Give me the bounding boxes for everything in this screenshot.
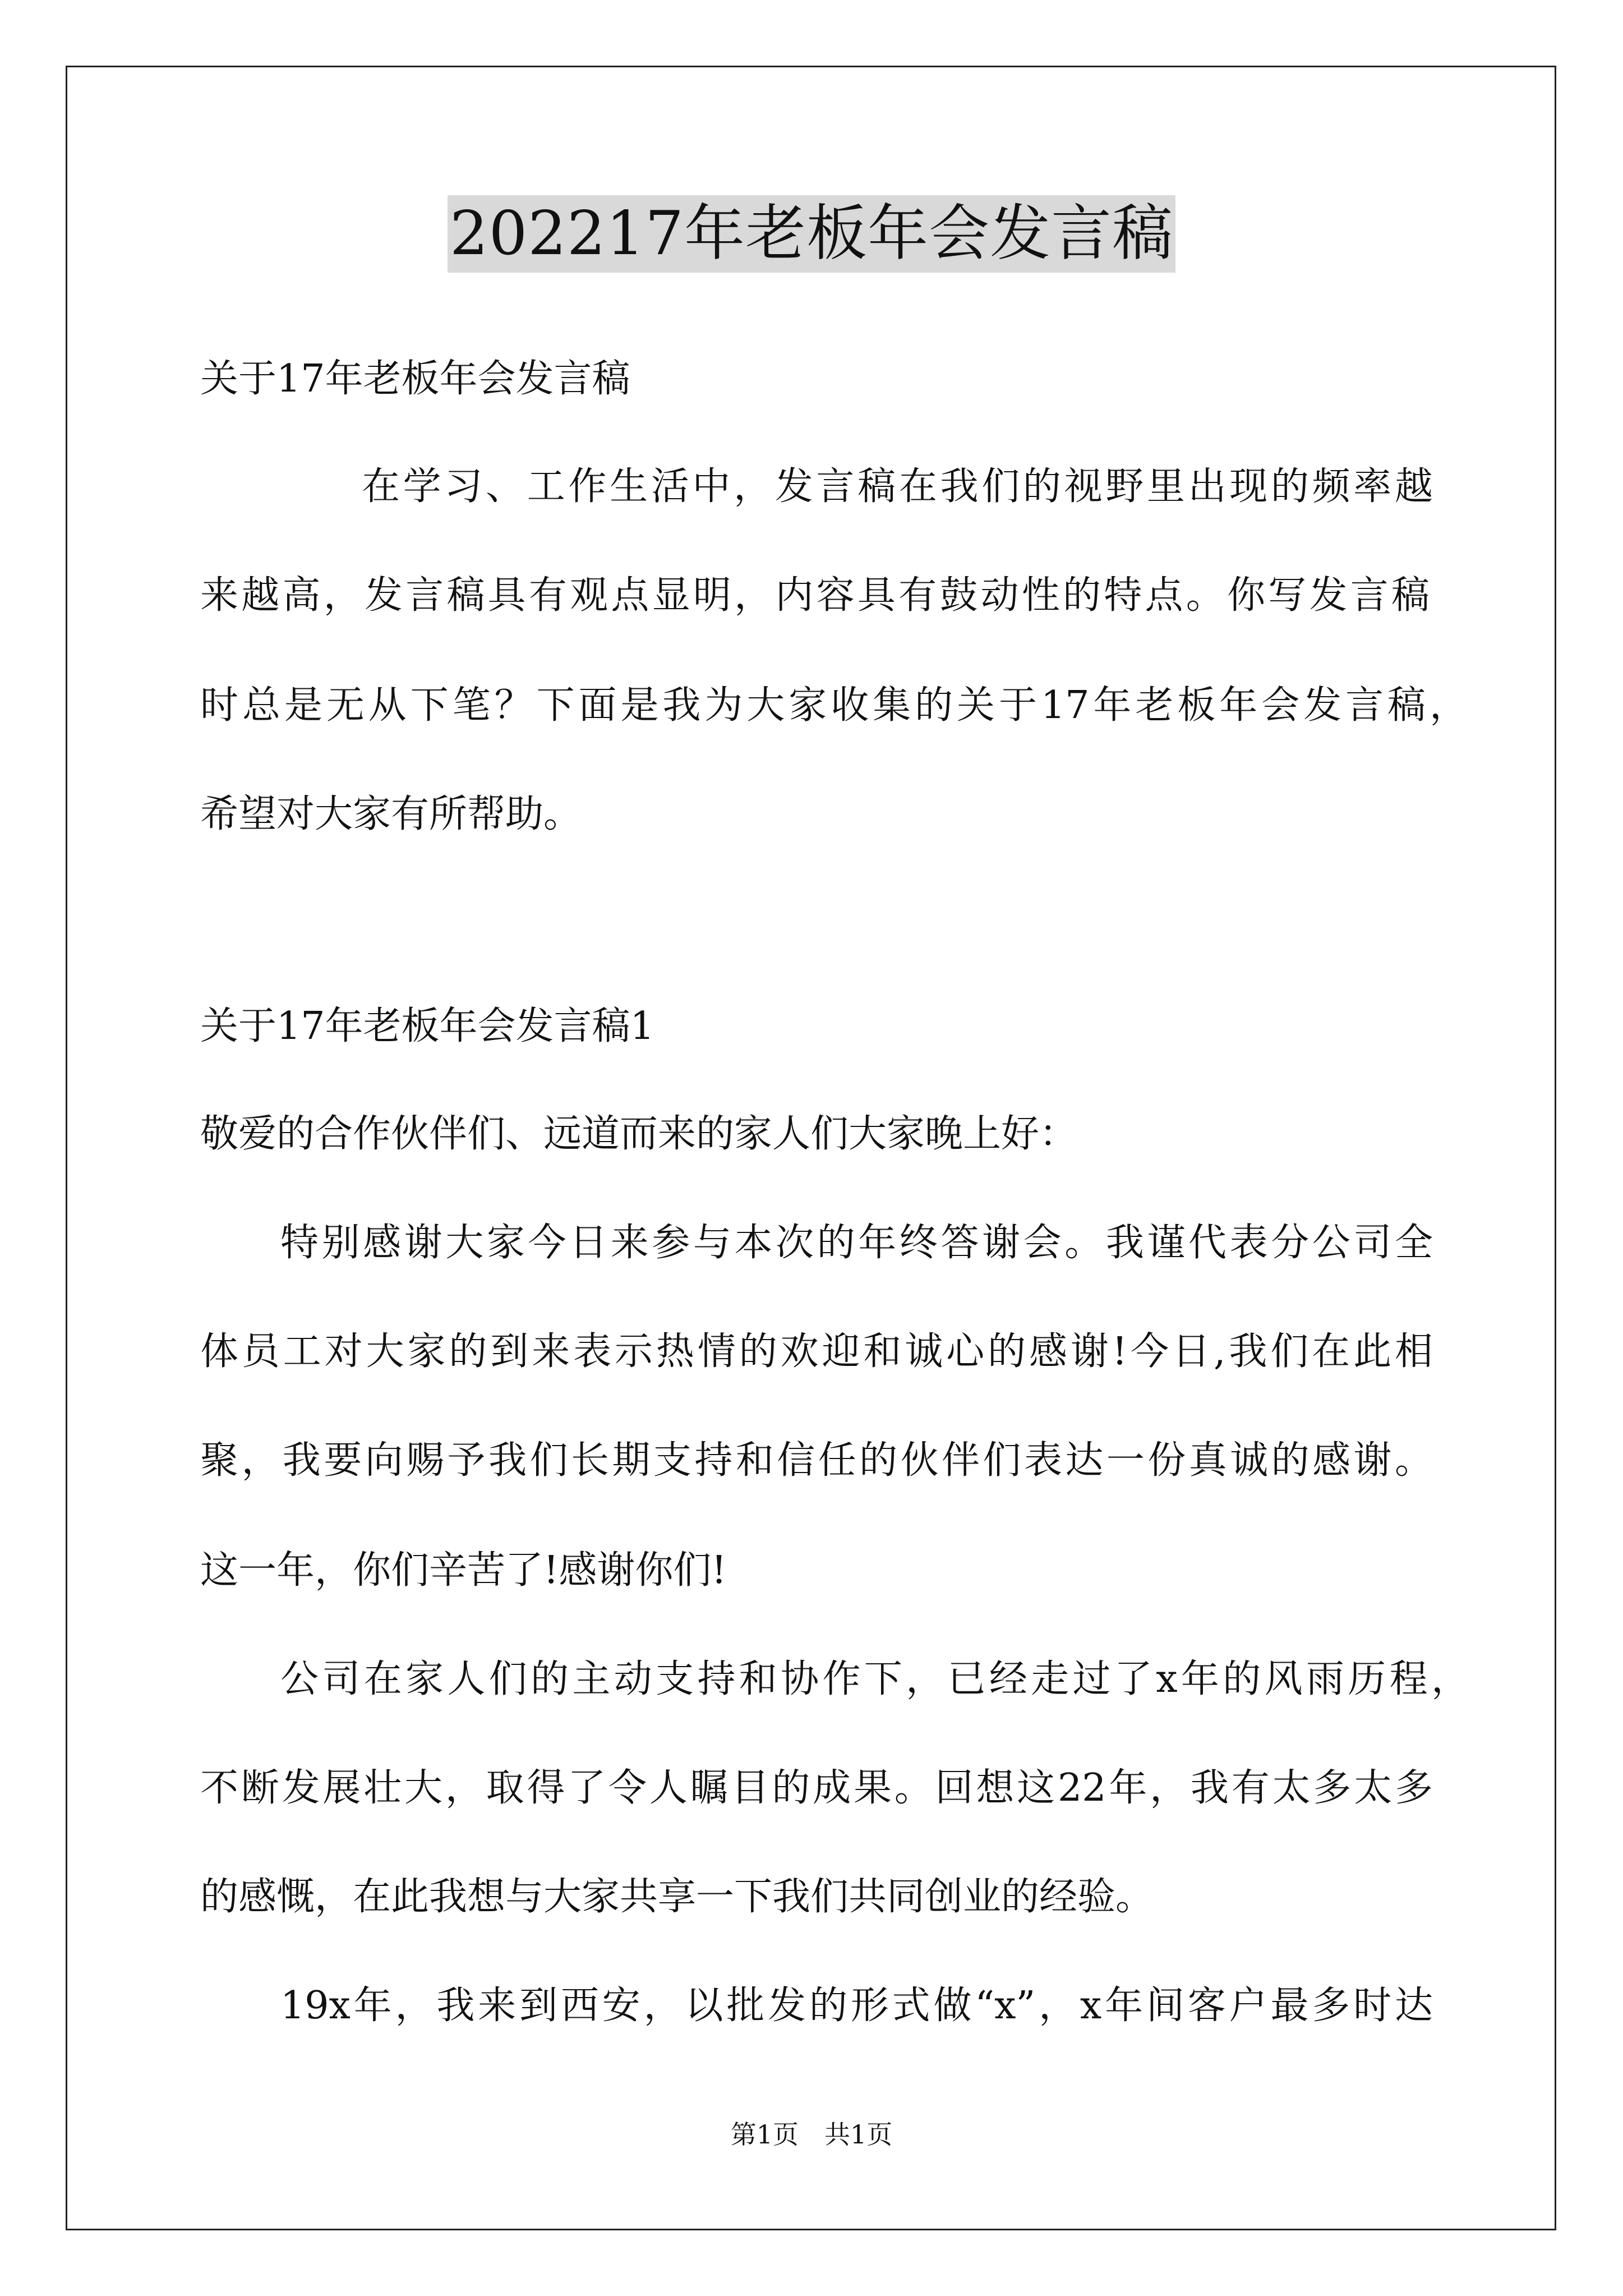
- paragraph-line: 不断发展壮大，取得了令人瞩目的成果。回想这22年，我有太多太多: [200, 1766, 1433, 1810]
- paragraph-line: 的感慨，在此我想与大家共享一下我们共同创业的经验。: [200, 1875, 1154, 1919]
- paragraph-line: 来越高，发言稿具有观点显明，内容具有鼓动性的特点。你写发言稿: [200, 573, 1430, 618]
- paragraph-line: 这一年，你们辛苦了!感谢你们!: [200, 1548, 727, 1593]
- section-heading: 关于17年老板年会发言稿: [200, 357, 630, 401]
- paragraph-line: 聚，我要向赐予我们长期支持和信任的伙伴们表达一份真诚的感谢。: [200, 1438, 1433, 1483]
- paragraph-line: 特别感谢大家今日来参与本次的年终答谢会。我谨代表分公司全: [280, 1221, 1433, 1265]
- paragraph-line: 在学习、工作生活中，发言稿在我们的视野里出现的频率越: [362, 464, 1433, 509]
- page-footer: 第1页 共1页: [730, 2119, 893, 2150]
- paragraph-line: 公司在家人们的主动支持和协作下，已经走过了x年的风雨历程，: [280, 1657, 1469, 1701]
- title-container: [0, 195, 1623, 273]
- paragraph-line: 体员工对大家的到来表示热情的欢迎和诚心的感谢!今日,我们在此相: [200, 1329, 1433, 1374]
- paragraph-line: 希望对大家有所帮助。: [200, 792, 582, 836]
- paragraph-line: 19x年，我来到西安，以批发的形式做“x”，x年间客户最多时达: [280, 1984, 1433, 2028]
- paragraph-line: 时总是无从下笔？下面是我为大家收集的关于17年老板年会发言稿，: [200, 683, 1468, 728]
- section-heading: 关于17年老板年会发言稿1: [200, 1004, 654, 1048]
- document-title: 202217年老板年会发言稿: [448, 195, 1175, 273]
- salutation: 敬爱的合作伙伴们、远道而来的家人们大家晚上好：: [200, 1112, 1078, 1156]
